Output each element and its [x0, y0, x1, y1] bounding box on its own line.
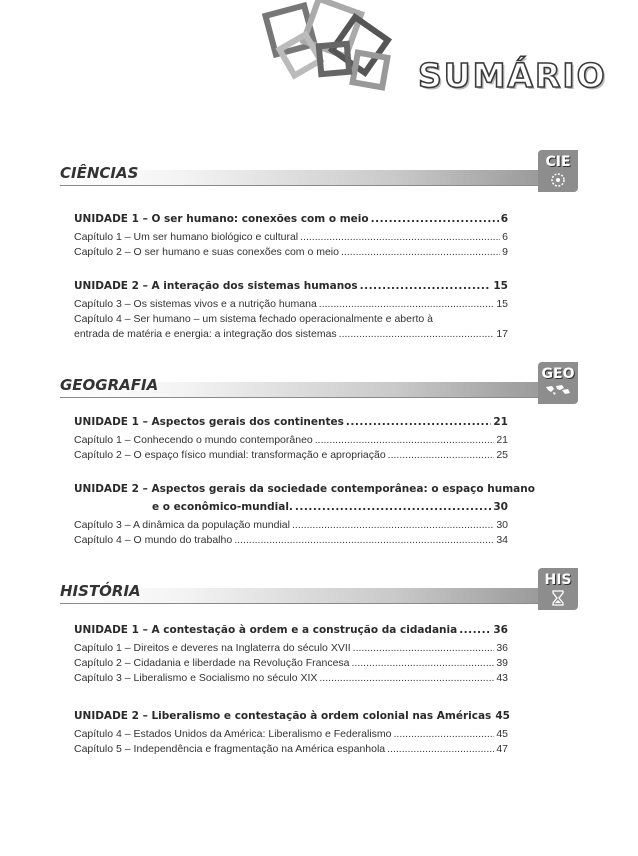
unit-title-cont: e o econômico-mundial.	[152, 501, 293, 513]
unit	[74, 416, 508, 463]
badge-code: CIE	[545, 154, 571, 170]
atom-icon	[550, 172, 566, 188]
unit	[74, 280, 508, 342]
chapter-item: Capítulo 2 – Cidadania e liberdade na Revolução Francesa ..... 39	[74, 656, 508, 671]
chapter-item: Capítulo 1 – Um ser humano biológico e cultural ..... 6	[74, 230, 508, 245]
world-map-icon	[544, 384, 572, 396]
badge-cie	[538, 150, 578, 192]
unit-page: 15	[493, 280, 508, 292]
section-title: CIÊNCIAS	[60, 164, 139, 182]
chapter-item: Capítulo 3 – Liberalismo e Socialismo no século XIX ..... 43	[74, 671, 508, 686]
badge-code: HIS	[544, 572, 572, 588]
unit-page: 21	[493, 416, 508, 428]
section-title: HISTÓRIA	[60, 582, 141, 600]
chapter-item: Capítulo 3 – Os sistemas vivos e a nutrição humana ..... 15	[74, 297, 508, 312]
unit	[74, 710, 508, 757]
badge-code: GEO	[541, 366, 575, 382]
unit-page: 45	[495, 710, 510, 722]
unit-title: UNIDADE 1 – A contestação à ordem e a construção da cidadania	[74, 624, 458, 636]
unit-title: UNIDADE 2 – A interação dos sistemas humanos	[74, 280, 358, 292]
chapter-item: Capítulo 2 – O ser humano e suas conexões com o meio ..... 9	[74, 245, 508, 260]
chapter-item: Capítulo 5 – Independência e fragmentação na América espanhola ..... 47	[74, 742, 508, 757]
unit-page: 6	[500, 213, 508, 225]
badge-geo	[538, 362, 578, 404]
hourglass-icon	[552, 590, 564, 606]
unit	[74, 213, 508, 260]
chapter-item: Capítulo 3 – A dinâmica da população mundial ..... 30	[74, 518, 508, 533]
chapter-item: Capítulo 4 – Ser humano – um sistema fechado operacionalmente e aberto à entrada de matéria e energia: a integração dos sistemas ..... 17	[74, 312, 508, 342]
page-title: SUMÁRIO	[418, 56, 607, 95]
unit-title: UNIDADE 2 – Aspectos gerais da sociedade contemporânea: o espaço humano	[74, 483, 535, 495]
unit	[74, 624, 508, 686]
chapter-item: Capítulo 2 – O espaço físico mundial: transformação e apropriação ..... 25	[74, 448, 508, 463]
unit	[74, 483, 535, 548]
unit-page: 30	[493, 501, 508, 513]
decorative-frames-icon	[240, 0, 420, 100]
chapter-item: Capítulo 1 – Direitos e deveres na Inglaterra do século XVII ..... 36	[74, 641, 508, 656]
badge-his	[538, 568, 578, 610]
chapter-item: Capítulo 4 – O mundo do trabalho ..... 34	[74, 533, 508, 548]
unit-title: UNIDADE 1 – Aspectos gerais dos continentes	[74, 416, 344, 428]
chapter-item: Capítulo 1 – Conhecendo o mundo contemporâneo ..... 21	[74, 433, 508, 448]
unit-title: UNIDADE 1 – O ser humano: conexões com o meio	[74, 213, 369, 225]
section-title: GEOGRAFIA	[60, 376, 159, 394]
unit-title: UNIDADE 2 – Liberalismo e contestação à ordem colonial nas Américas	[74, 710, 492, 722]
chapter-item: Capítulo 4 – Estados Unidos da América: Liberalismo e Federalismo ..... 45	[74, 727, 508, 742]
unit-page: 36	[493, 624, 508, 636]
